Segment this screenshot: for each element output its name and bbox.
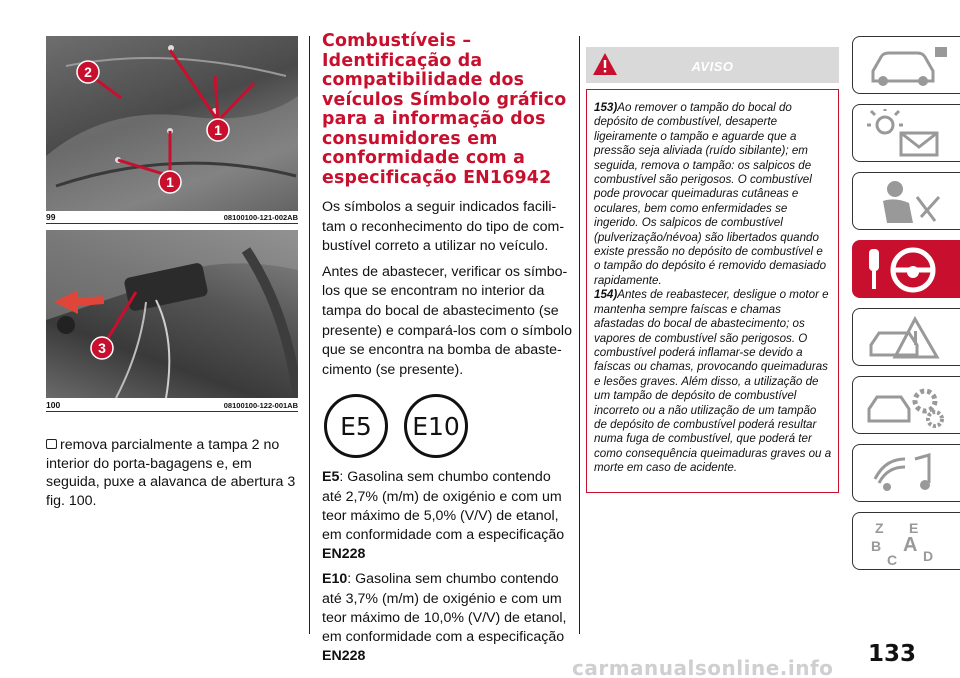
e5-standard: EN228	[322, 546, 366, 563]
column-divider	[309, 36, 310, 634]
svg-text:E: E	[909, 520, 919, 536]
service-gear-icon	[865, 381, 949, 431]
tab-safety[interactable]	[852, 172, 960, 230]
svg-text:Z: Z	[875, 520, 884, 536]
e10-standard: EN228	[322, 648, 366, 665]
instruction-paragraph: Antes de abastecer, verificar os símbo-los que se encontram no interior da tampa do bocal de abastecimento (se presente) e compará-los com o símbolo que se encontra na bomba de abaste-cimento (se presente).	[322, 263, 572, 378]
warning-item-number: 153)	[594, 101, 618, 114]
callout-1b	[159, 171, 181, 193]
figure-99-image	[46, 36, 298, 211]
trunk-illustration	[46, 36, 298, 211]
alphabetical-index-icon	[865, 517, 949, 567]
car-dashboard-icon	[865, 41, 949, 91]
checkbox-bullet-icon	[46, 439, 57, 449]
figure-code: 08100100-121-002AB	[223, 213, 298, 222]
figure-99-caption	[46, 212, 298, 224]
svg-text:1: 1	[214, 122, 222, 138]
warning-title: AVISO	[691, 59, 734, 74]
e5-term: E5	[322, 469, 340, 486]
e10-symbol: E10	[404, 394, 468, 458]
emergency-car-icon	[865, 313, 949, 363]
tab-maintenance[interactable]	[852, 376, 960, 434]
instruction-text: remova parcialmente a tampa 2 no interior do porta-bagagens e, em seguida, puxe a alavanca de abertura 3 fig. 100.	[46, 437, 296, 509]
warning-item-text: Antes de reabastecer, desligue o motor e mantenha sempre faíscas e chamas afastadas do bocal de abastecimento; os vapores de combustível são perigosos. O combustível poderá inflamar-se devido a faíscas ou chamas, provocando queimaduras e lesões graves. Além disso, a utilização de um tampão de depósito de combustível incorreto ou a não utilização de um tampão de depósito de combustível poderá resultar numa fuga de combustível, que poderá ter como consequência queimaduras graves ou a morte em caso de acidente.	[594, 288, 832, 475]
callout-3	[91, 337, 113, 359]
warning-box	[586, 89, 839, 493]
airbag-seat-icon	[865, 177, 949, 227]
svg-text:D: D	[923, 548, 934, 564]
svg-text:3: 3	[98, 340, 106, 356]
svg-text:B: B	[871, 538, 882, 554]
figure-number: 99	[46, 212, 56, 222]
svg-text:2: 2	[84, 64, 92, 80]
warning-item-number: 154)	[594, 288, 618, 302]
warning-lights-icon	[865, 109, 949, 159]
e10-term: E10	[322, 571, 348, 588]
e5-symbol: E5	[324, 394, 388, 458]
multimedia-icon	[865, 449, 949, 499]
tab-warning-lights[interactable]	[852, 104, 960, 162]
page-number: 133	[868, 641, 917, 667]
callout-1a	[207, 119, 229, 141]
warning-item-154	[594, 288, 832, 475]
svg-text:A: A	[903, 534, 918, 556]
warning-item-text: Ao remover o tampão do bocal do depósito de combustível, desaperte ligeiramente o tampão e aguarde que a pressão seja aliviada (ruído sibilante); em seguida, remova o tampão: os salpicos de combustível são perigosos. O combustível pode provocar queimaduras cutâneas e oculares, bem como enfermidades se ingerido. Os salpicos de combustível (pulverização/névoa) são libertados quando existe pressão no depósito de combustível e o tampão do depósito é removido demasiado rapidamente.	[594, 101, 827, 287]
release-lever-illustration	[46, 230, 298, 398]
svg-text:C: C	[887, 552, 898, 567]
instruction-step	[46, 436, 298, 510]
tab-emergency[interactable]	[852, 308, 960, 366]
tab-multimedia[interactable]	[852, 444, 960, 502]
svg-text:1: 1	[166, 174, 174, 190]
figure-100-image	[46, 230, 298, 398]
warning-header	[586, 47, 839, 83]
warning-item-153	[594, 101, 832, 288]
key-steering-wheel-icon	[865, 245, 949, 295]
e10-description: : Gasolina sem chumbo contendo até 3,7% (m/m) de oxigénio e com um teor máximo de 10,0% (V/V) de etanol, em conformidade com a especificação	[322, 571, 567, 645]
e5-description: : Gasolina sem chumbo contendo até 2,7% (m/m) de oxigénio e com um teor máximo de 5,0% (V/V) de etanol, em conformidade com a especificação	[322, 469, 565, 543]
tab-index[interactable]	[852, 512, 960, 570]
fuel-symbols	[322, 394, 574, 458]
intro-paragraph: Os símbolos a seguir indicados facili-tam o reconhecimento do tipo de com-bustível correto a utilizar no veículo.	[322, 199, 565, 255]
section-heading: Combustíveis – Identificação da compatibilidade dos veículos Símbolo gráfico para a informação dos consumidores em conformidade com a especificação EN16942	[322, 31, 567, 188]
figure-number: 100	[46, 400, 61, 410]
tab-dashboard[interactable]	[852, 36, 960, 94]
tab-starting-driving[interactable]	[852, 240, 960, 298]
column-divider	[579, 36, 580, 634]
e10-definition	[322, 570, 574, 666]
callout-2	[77, 61, 99, 83]
fuel-identification-section	[322, 32, 574, 666]
watermark: carmanualsonline.info	[572, 656, 834, 678]
figure-100-caption	[46, 400, 298, 412]
figure-code: 08100100-122-001AB	[223, 401, 298, 410]
e5-definition	[322, 468, 574, 564]
